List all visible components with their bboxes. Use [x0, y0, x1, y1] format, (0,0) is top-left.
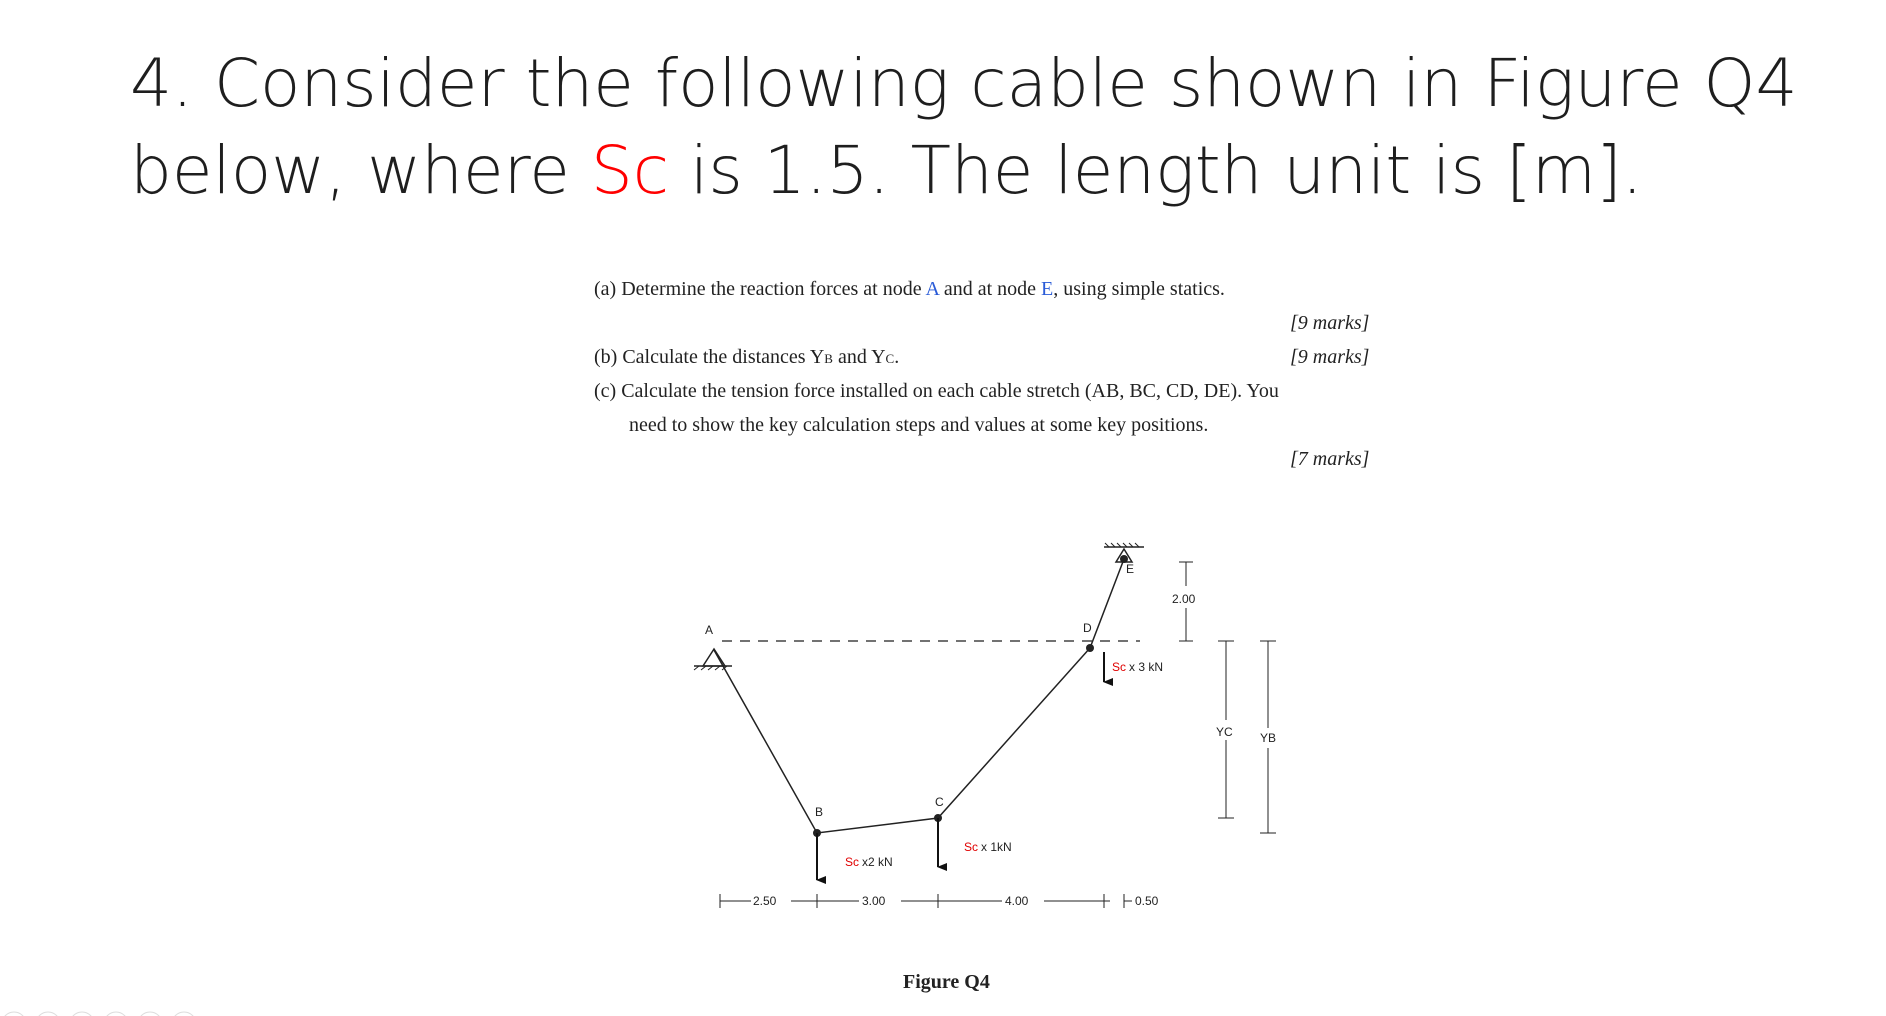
yc-subscript: C [885, 351, 895, 366]
horizontal-dimensions [720, 894, 1132, 908]
support-a-icon [694, 649, 732, 670]
node-c-label: C [935, 795, 944, 809]
question-a-suffix: , using simple statics. [1053, 278, 1225, 300]
title-line-2-start: below, where [130, 132, 591, 209]
dim-label-1: 2.50 [753, 894, 777, 908]
yc-label: YC [1216, 725, 1233, 739]
question-a-mid: and at node [938, 278, 1042, 300]
dim-label-2: 3.00 [862, 894, 886, 908]
dim-label-v-e: 2.00 [1172, 592, 1196, 606]
node-a-ref: A [925, 278, 939, 300]
node-e-dot [1120, 555, 1128, 563]
load-d-label: Sc x 3 kN [1112, 660, 1164, 674]
question-c-line-2: need to show the key calculation steps and values at some key positions. [629, 414, 1209, 436]
node-e-label: E [1126, 562, 1135, 576]
question-a-prefix: (a) Determine the reaction forces at node [594, 278, 926, 300]
load-b-label: Sc x2 kN [845, 855, 893, 869]
question-b-suffix: . [894, 346, 900, 368]
cable [714, 559, 1124, 833]
title-line-2-end: is 1.5. The length unit is [m]. [669, 132, 1643, 209]
slide-progress-dots [0, 1010, 220, 1016]
question-b-mid: and Y [832, 346, 886, 368]
yb-subscript: B [824, 351, 833, 366]
question-b-prefix: (b) Calculate the distances Y [594, 346, 825, 368]
dim-label-4: 0.50 [1135, 894, 1159, 908]
title-line-1: 4. Consider the following cable shown in Figure Q4 [130, 45, 1798, 122]
question-a-marks: [9 marks] [1290, 312, 1370, 334]
question-c-line-1: (c) Calculate the tension force installed on each cable stretch (AB, BC, CD, DE). You [594, 380, 1279, 402]
node-a-label: A [705, 623, 714, 637]
node-b-label: B [815, 805, 824, 819]
question-c-marks: [7 marks] [1290, 448, 1370, 470]
dim-label-3: 4.00 [1005, 894, 1029, 908]
sc-highlight: Sc [590, 132, 670, 209]
node-d-label: D [1083, 621, 1092, 635]
yb-label: YB [1260, 731, 1277, 745]
node-e-ref: E [1041, 278, 1054, 300]
question-b-marks: [9 marks] [1290, 346, 1370, 368]
load-c-label: Sc x 1kN [964, 840, 1012, 854]
figure-caption: Figure Q4 [903, 971, 990, 993]
node-d-dot [1086, 644, 1094, 652]
